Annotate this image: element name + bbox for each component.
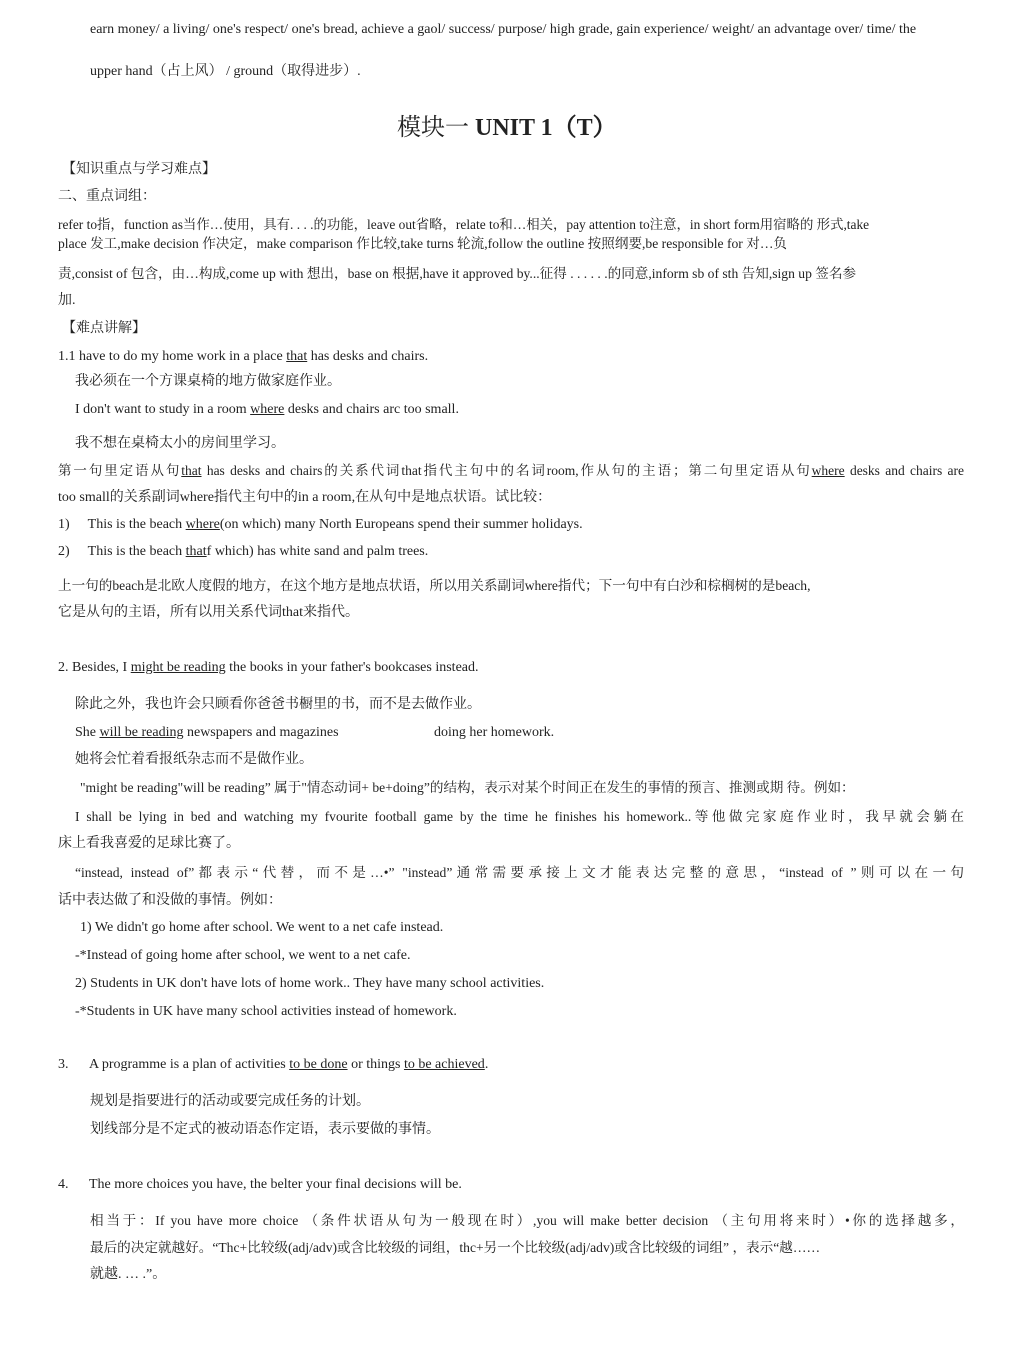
s1-compare-1-underline: where (185, 517, 220, 532)
s2-explanation-1: "might be reading"will be reading” 属于"情态动词+ be+doing”的结构，表示对某个时间正在发生的事情的预言、推测或期 待。例如： (80, 780, 855, 795)
s2-explanation-5: 话中表达做了和没做的事情。例如： (58, 893, 282, 908)
s1-example-2 (75, 401, 459, 419)
s2-explanation-2: I shall be lying in bed and watching my fvourite football game by the time he finishes his homework..等他做完家庭作业时，我早就会躺在 (75, 809, 964, 824)
s1-translation-2: 我不想在桌椅太小的房间里学习。 (75, 436, 285, 451)
s3-explanation: 划线部分是不定式的被动语态作定语，表示要做的事情。 (90, 1122, 440, 1137)
s1-example-2-text: I don't want to study in a room (75, 402, 251, 417)
s3-underline-done: to be done (289, 1057, 348, 1072)
s4-example: The more choices you have, the belter your final decisions will be. (89, 1177, 462, 1192)
knowledge-heading: 【知识重点与学习难点】 (62, 162, 216, 177)
s2-translation-1: 除此之外，我也许会只顾看你爸爸书橱里的书，而不是去做作业。 (75, 697, 481, 712)
s2-underline-might: might be reading (130, 660, 226, 675)
s1-translation-1: 我必须在一个方课桌椅的地方做家庭作业。 (75, 374, 341, 389)
s3-example-mid: or things (347, 1057, 404, 1072)
s4-explanation-2: 最后的决定就越好。“Thc+比较级(adj/adv)或含比较级的词组，thc+另一个比较级(adj/adv)或含比较级的词组” ，表示“越…… (90, 1240, 821, 1255)
s2-example-2 (75, 724, 339, 742)
s1-exp-text-2: has desks and chairs的关系代词that指代主句中的名词room,作从句的主语；第二句里定语从句 (201, 463, 812, 478)
s1-compare-2-num: 2) (58, 544, 70, 559)
top-text-line-1: earn money/ a living/ one's respect/ one's bread, achieve a gaol/ success/ purpose/ high grade, gain experience/ weight/ an advantage over/ time/ the (90, 22, 917, 37)
s2-example-2-text: She (75, 725, 100, 740)
title-cn: 模块一 (397, 115, 469, 141)
difficulty-heading: 【难点讲解】 (62, 321, 146, 336)
s3-num: 3. (58, 1057, 69, 1072)
s1-compare-2-rest: f which) has white sand and palm trees. (206, 544, 429, 559)
s2-example-1-rest: the books in your father's bookcases instead. (225, 660, 479, 675)
s1-exp-text-3: desks and chairs are (844, 463, 964, 478)
s1-compare-2-underline: that (185, 544, 207, 559)
s2-explanation-3: 床上看我喜爱的足球比赛了。 (58, 836, 240, 851)
s1-explanation-2: too small的关系副词where指代主句中的in a room,在从句中是地点状语。试比较： (58, 490, 552, 505)
s1-compare-2 (58, 543, 428, 561)
s1-summary-2: 它是从句的主语，所有以用关系代词that来指代。 (58, 605, 359, 620)
s2-example-4-rewrite: -*Students in UK have many school activities instead of homework. (75, 1004, 457, 1019)
s2-example-2-mid: newspapers and magazines (183, 725, 339, 740)
s1-underline-where: where (250, 402, 285, 417)
s2-underline-will: will be reading (99, 725, 184, 740)
s3-example-text: A programme is a plan of activities (89, 1057, 290, 1072)
s1-exp-underline-where: where (811, 463, 845, 478)
s1-compare-1-num: 1) (58, 517, 70, 532)
top-text-line-2: upper hand（占上风） / ground（取得进步）. (90, 64, 361, 79)
s2-example-1 (58, 659, 479, 677)
s2-translation-2: 她将会忙着看报纸杂志而不是做作业。 (75, 752, 313, 767)
phrases-line-3: 责,consist of 包含，由…构成,come up with 想出，base on 根据,have it approved by...征得 . . . . . .的同意,inform sb of sth 告知,sign up 签名参 (58, 266, 857, 281)
s3-translation: 规划是指要进行的活动或要完成任务的计划。 (90, 1094, 370, 1109)
s2-example-3: 1) We didn't go home after school. We went to a net cafe instead. (80, 920, 444, 935)
s1-example-2-rest: desks and chairs arc too small. (284, 402, 459, 417)
s2-example-1-text: 2. Besides, I (58, 660, 131, 675)
s1-example-1-rest: has desks and chairs. (307, 349, 429, 364)
s4-explanation-1: 相当于：If you have more choice （条件状语从句为一般现在时）,you will make better decision （主句用将来时）•你的选择越多， (90, 1213, 964, 1228)
s2-example-3-rewrite: -*Instead of going home after school, we went to a net cafe. (75, 948, 411, 963)
s4-explanation-3: 就越. … .”。 (90, 1267, 167, 1282)
s1-example-1 (58, 348, 428, 366)
s1-exp-text-1: 第一句里定语从句 (58, 463, 182, 478)
phrases-line-4: 加. (58, 293, 76, 308)
s1-compare-1 (58, 516, 583, 534)
s1-exp-underline-that: that (181, 463, 202, 478)
s2-example-2-tail: doing her homework. (434, 725, 555, 740)
s3-underline-achieved: to be achieved (403, 1057, 485, 1072)
s1-explanation-1 (58, 462, 964, 480)
page-title (397, 113, 617, 143)
s3-example (89, 1056, 488, 1074)
s1-compare-1-rest: (on which) many North Europeans spend their summer holidays. (219, 517, 583, 532)
phrases-heading: 二、重点词组： (58, 189, 156, 204)
phrases-line-1: refer to指，function as当作…使用，具有. . . .的功能，leave out省略，relate to和…相关，pay attention to注意，in short form用宿略的 形式,take (58, 217, 870, 232)
s4-num: 4. (58, 1177, 69, 1192)
s2-explanation-4: “instead, instead of”都表示“代替，而不是…•” "instead”通常需要承接上文才能表达完整的意思，“instead of ”则可以在一句 (75, 865, 964, 880)
s1-compare-2-text: This is the beach (87, 544, 186, 559)
phrases-line-2: place 发工,make decision 作决定，make comparison 作比较,take turns 轮流,follow the outline 按照纲要,be responsible for 对…负 (58, 236, 788, 251)
s1-example-1-text: 1.1 have to do my home work in a place (58, 349, 287, 364)
s3-example-end: . (484, 1057, 489, 1072)
s1-summary-1: 上一句的beach是北欧人度假的地方，在这个地方是地点状语，所以用关系副词where指代；下一句中有白沙和棕榈树的是beach, (58, 578, 811, 593)
s2-example-4: 2) Students in UK don't have lots of home work.. They have many school activities. (75, 976, 545, 991)
title-en: UNIT 1（T） (475, 115, 617, 141)
s1-underline-that: that (286, 349, 308, 364)
s1-compare-1-text: This is the beach (87, 517, 186, 532)
